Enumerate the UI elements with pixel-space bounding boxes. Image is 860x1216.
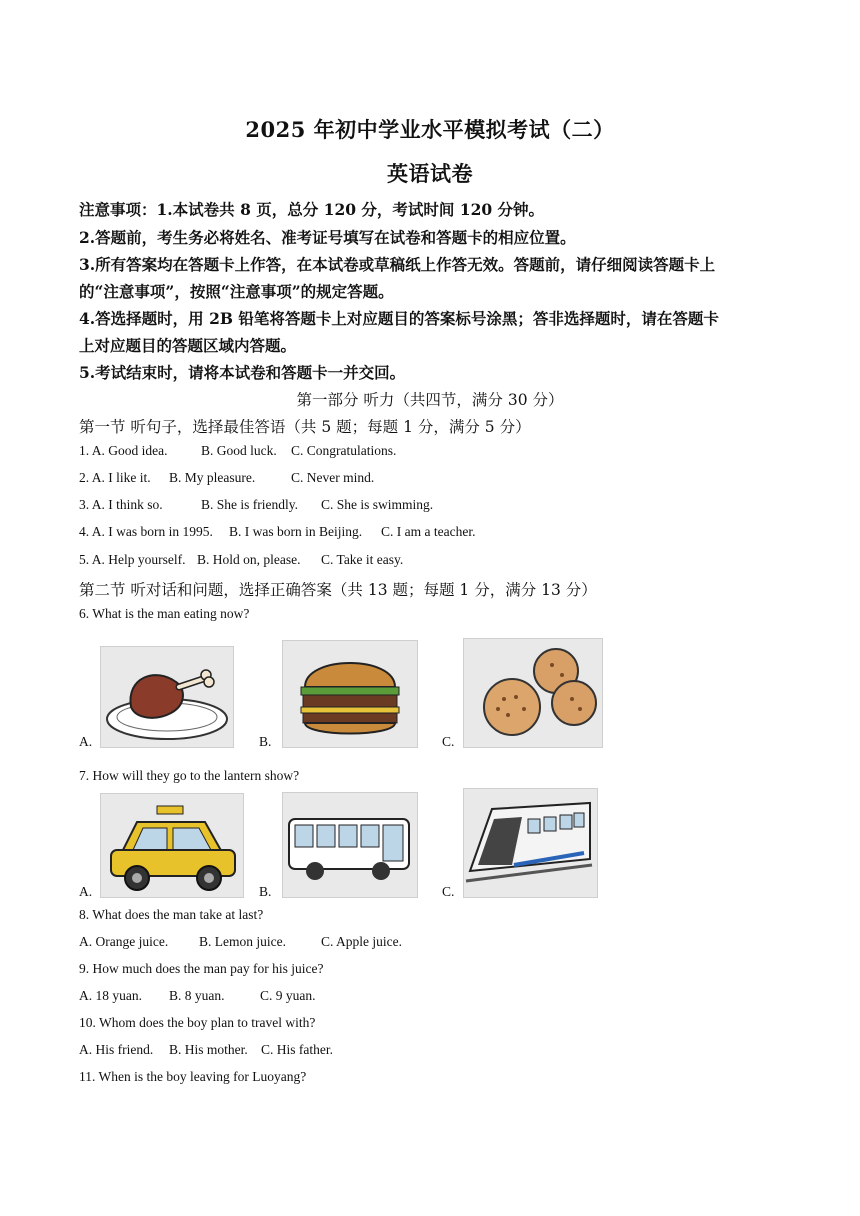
q4-option-b: B. I was born in Beijing.	[229, 524, 363, 539]
note-line-3b: 的“注意事项”，按照“注意事项”的规定答题。	[79, 282, 394, 301]
question-6-stem: 6. What is the man eating now?	[79, 606, 250, 621]
q2-option-a: 2. A. I like it.	[79, 470, 151, 485]
q1-option-a: 1. A. Good idea.	[79, 443, 168, 458]
train-image	[463, 788, 598, 898]
q1-option-c: C. Congratulations.	[291, 443, 397, 458]
note-line-1: 注意事项：1.本试卷共 8 页，总分 120 分，考试时间 120 分钟。	[79, 200, 545, 219]
note-line-4a: 4.答选择题时，用 2B 铅笔将答题卡上对应题目的答案标号涂黑；答非选择题时，请在答题卡	[79, 309, 719, 328]
q5-option-b: B. Hold on, please.	[197, 552, 301, 567]
q7-label-c: C.	[442, 884, 455, 899]
q7-label-a: A.	[79, 884, 93, 899]
q9-option-c: C. 9 yuan.	[260, 988, 316, 1003]
q8-option-b: B. Lemon juice.	[199, 934, 286, 949]
part1-heading: 第一部分 听力（共四节，满分 30 分）	[296, 391, 564, 409]
question-7-pictures	[0, 786, 860, 901]
q9-option-a: A. 18 yuan.	[79, 988, 142, 1003]
q6-label-b: B.	[259, 734, 272, 749]
question-10-stem: 10. Whom does the boy plan to travel with?	[79, 1015, 316, 1030]
q3-option-c: C. She is swimming.	[321, 497, 434, 512]
q1-option-b: B. Good luck.	[201, 443, 277, 458]
q10-option-a: A. His friend.	[79, 1042, 154, 1057]
q8-option-c: C. Apple juice.	[321, 934, 402, 949]
q6-label-c: C.	[442, 734, 455, 749]
q5-option-a: 5. A. Help yourself.	[79, 552, 186, 567]
question-8-stem: 8. What does the man take at last?	[79, 907, 264, 922]
note-line-3a: 3.所有答案均在答题卡上作答，在本试卷或草稿纸上作答无效。答题前，请仔细阅读答题卡上	[79, 255, 716, 274]
chicken-leg-image	[100, 646, 234, 748]
q5-option-c: C. Take it easy.	[321, 552, 404, 567]
section1-heading: 第一节 听句子，选择最佳答语（共 5 题；每题 1 分，满分 5 分）	[79, 418, 531, 436]
q4-option-c: C. I am a teacher.	[381, 524, 476, 539]
question-7-stem: 7. How will they go to the lantern show?	[79, 768, 300, 783]
q3-option-a: 3. A. I think so.	[79, 497, 163, 512]
q6-label-a: A.	[79, 734, 93, 749]
q10-option-c: C. His father.	[261, 1042, 333, 1057]
question-11-stem: 11. When is the boy leaving for Luoyang?	[79, 1069, 307, 1084]
section2-heading: 第二节 听对话和问题，选择正确答案（共 13 题；每题 1 分，满分 13 分）	[79, 581, 597, 599]
q2-option-b: B. My pleasure.	[169, 470, 256, 485]
note-line-4b: 上对应题目的答题区域内答题。	[79, 336, 297, 355]
note-line-5: 5.考试结束时，请将本试卷和答题卡一并交回。	[79, 363, 406, 382]
q7-label-b: B.	[259, 884, 272, 899]
exam-subtitle: 英语试卷	[387, 161, 473, 186]
biscuits-image	[463, 638, 603, 748]
q10-option-b: B. His mother.	[169, 1042, 248, 1057]
q3-option-b: B. She is friendly.	[201, 497, 298, 512]
bus-image	[282, 792, 418, 898]
question-6-pictures	[0, 636, 860, 751]
exam-title: 2025 年初中学业水平模拟考试（二）	[245, 117, 615, 142]
q8-option-a: A. Orange juice.	[79, 934, 169, 949]
q4-option-a: 4. A. I was born in 1995.	[79, 524, 213, 539]
note-line-2: 2.答题前，考生务必将姓名、准考证号填写在试卷和答题卡的相应位置。	[79, 228, 576, 247]
question-9-stem: 9. How much does the man pay for his juice?	[79, 961, 324, 976]
q2-option-c: C. Never mind.	[291, 470, 375, 485]
q9-option-b: B. 8 yuan.	[169, 988, 225, 1003]
taxi-image	[100, 793, 244, 898]
hamburger-image	[282, 640, 418, 748]
